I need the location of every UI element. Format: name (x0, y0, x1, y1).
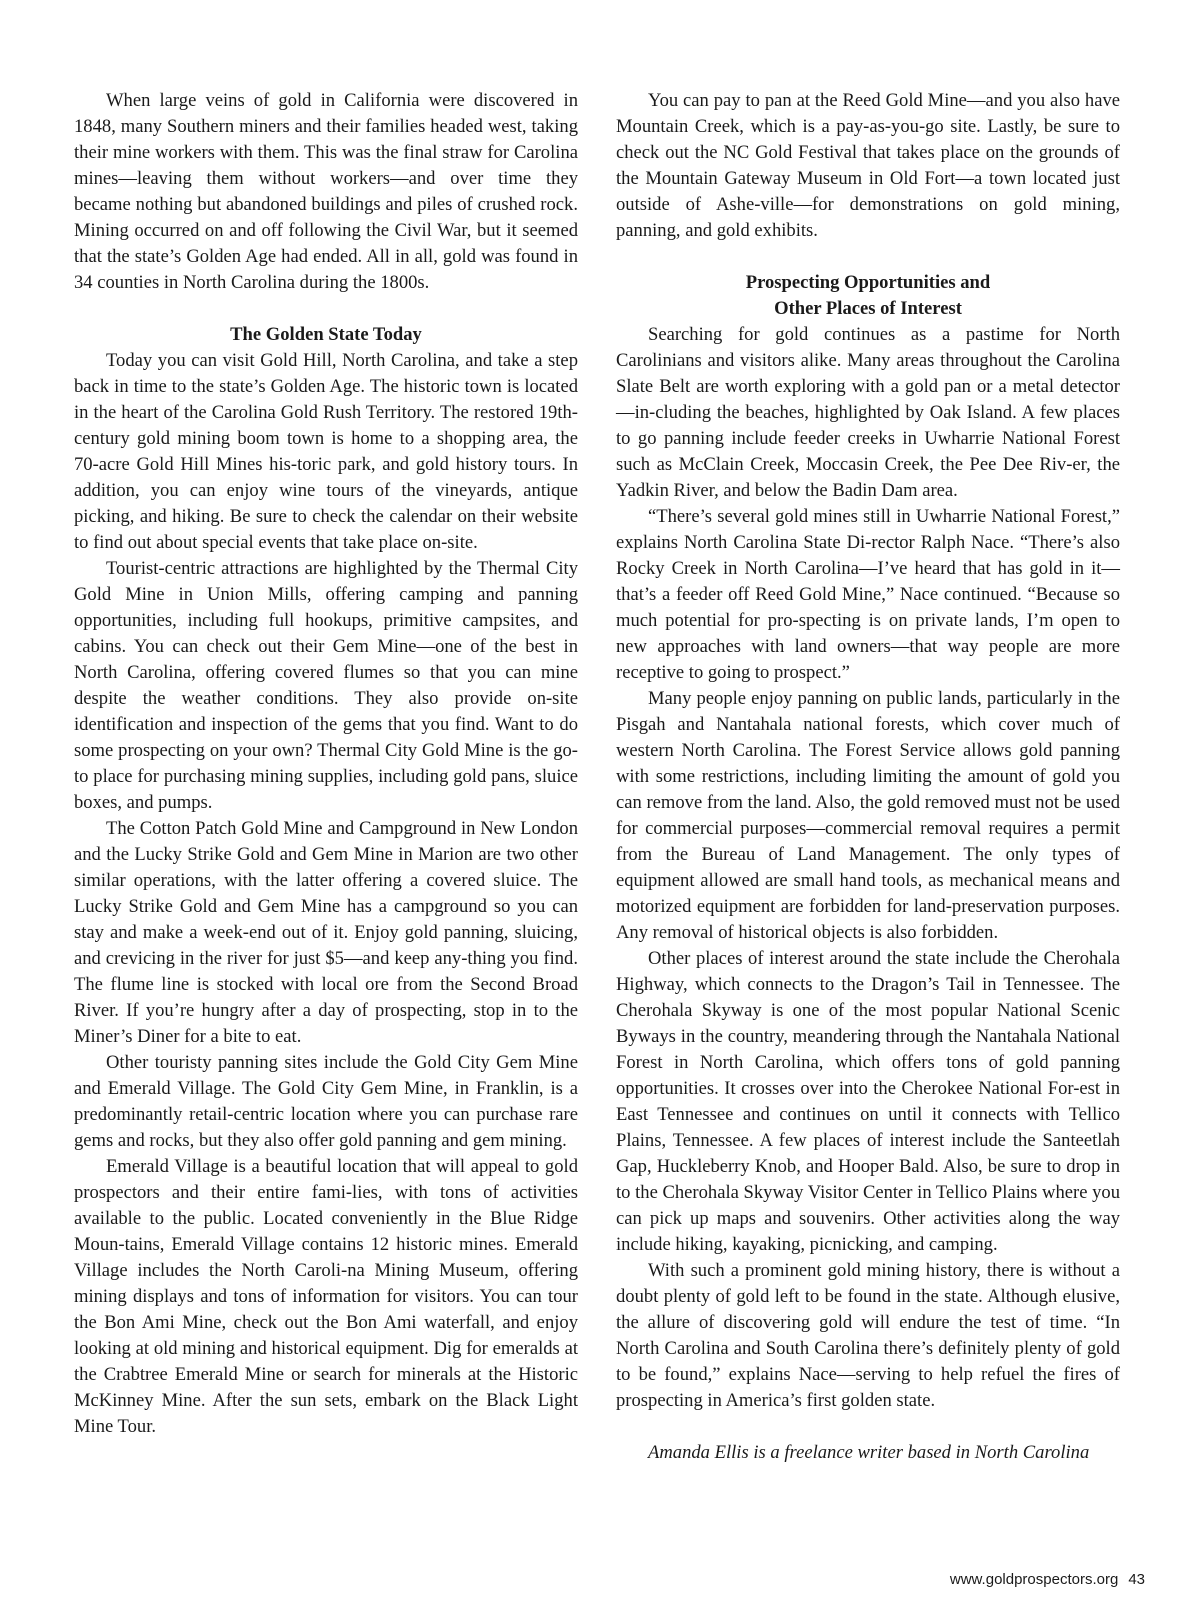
section-heading-golden-state-today: The Golden State Today (230, 324, 422, 345)
body-paragraph: Searching for gold continues as a pastime for North Carolinians and visitors alike. Many areas throughout the Carolina Slate Belt are worth exploring with a gold pan or a metal detector—in-cluding the beaches, highlighted by Oak Island. A few places to go panning include feeder creeks in Uwharrie National Forest such as McClain Creek, Moccasin Creek, the Pee Dee Riv-er, the Yadkin River, and below the Badin Dam area. (616, 324, 1120, 501)
footer-url[interactable]: www.goldprospectors.org (949, 1571, 1119, 1588)
body-paragraph: Today you can visit Gold Hill, North Carolina, and take a step back in time to the state’s Golden Age. The historic town is located in the heart of the Carolina Gold Rush Territory. The restored 19th-century gold mining boom town is home to a shopping area, the 70-acre Gold Hill Mines his-toric park, and gold history tours. In addition, you can enjoy wine tours of the vineyards, antique picking, and hiking. Be sure to check the calendar on their website to find out about special events that take place on-site. (74, 350, 578, 553)
body-paragraph: With such a prominent gold mining history, there is without a doubt plenty of gold left to be found in the state. Although elusive, the allure of discovering gold will endure the test of time. “In North Carolina and South Carolina there’s definitely plenty of gold to be found,” explains Nace—serving to help refuel the fires of prospecting in America’s first golden state. (616, 1260, 1120, 1411)
heading-line: Prospecting Opportunities and (745, 272, 991, 293)
right-column (616, 88, 1120, 1466)
page-number: 43 (1128, 1571, 1145, 1588)
body-paragraph: Emerald Village is a beautiful location that will appeal to gold prospectors and their entire fami-lies, with tons of activities available to the public. Located conveniently in the Blue Ridge Moun-tains, Emerald Village contains 12 historic mines. Emerald Village includes the North Caroli-na Mining Museum, offering mining displays and tons of information for visitors. You can tour the Bon Ami Mine, check out the Bon Ami waterfall, and enjoy looking at old mining and historical equipment. Dig for emeralds at the Crabtree Emerald Mine or search for minerals at the Historic McKinney Mine. After the sun sets, embark on the Black Light Mine Tour. (74, 1156, 578, 1437)
body-paragraph: Tourist-centric attractions are highlighted by the Thermal City Gold Mine in Union Mills, offering camping and panning opportunities, including full hookups, primitive campsites, and cabins. You can check out their Gem Mine—one of the best in North Carolina, offering covered flumes so that you can mine despite the weather conditions. They also provide on-site identification and inspection of the gems that you find. Want to do some prospecting on your own? Thermal City Gold Mine is the go-to place for purchasing mining supplies, including gold pans, sluice boxes, and pumps. (74, 558, 578, 813)
left-column (74, 88, 578, 1440)
body-paragraph: When large veins of gold in California were discovered in 1848, many Southern miners and their families headed west, taking their mine workers with them. This was the final straw for Carolina mines—leaving them without workers—and over time they became nothing but abandoned buildings and piles of crushed rock. Mining occurred on and off following the Civil War, but it seemed that the state’s Golden Age had ended. All in all, gold was found in 34 counties in North Carolina during the 1800s. (74, 90, 578, 293)
body-paragraph: Many people enjoy panning on public lands, particularly in the Pisgah and Nantahala national forests, which cover much of western North Carolina. The Forest Service allows gold panning with some restrictions, including limiting the amount of gold you can remove from the land. Also, the gold removed must not be used for commercial purposes—commercial removal requires a permit from the Bureau of Land Management. The only types of equipment allowed are small hand tools, as mechanical means and motorized equipment are forbidden for land-preservation purposes. Any removal of historical objects is also forbidden. (616, 688, 1120, 943)
body-paragraph: The Cotton Patch Gold Mine and Campground in New London and the Lucky Strike Gold and Gem Mine in Marion are two other similar operations, with the latter offering a covered sluice. The Lucky Strike Gold and Gem Mine has a campground so you can stay and make a week-end out of it. Enjoy gold panning, sluicing, and crevicing in the river for just $5—and keep any-thing you find. The flume line is stocked with local ore from the Second Broad River. If you’re hungry after a day of prospecting, stop in to the Miner’s Diner for a bite to eat. (74, 818, 578, 1047)
section-heading-prospecting-opportunities (616, 270, 1120, 322)
page-footer (950, 1571, 1145, 1588)
body-paragraph: You can pay to pan at the Reed Gold Mine—and you also have Mountain Creek, which is a pay-as-you-go site. Lastly, be sure to check out the NC Gold Festival that takes place on the grounds of the Mountain Gateway Museum in Old Fort—a town located just outside of Ashe-ville—for demonstrations on gold mining, panning, and gold exhibits. (616, 90, 1120, 241)
body-paragraph: Other touristy panning sites include the Gold City Gem Mine and Emerald Village. The Gold City Gem Mine, in Franklin, is a predominantly retail-centric location where you can purchase rare gems and rocks, but they also offer gold panning and gem mining. (74, 1052, 578, 1151)
author-byline: Amanda Ellis is a freelance writer based in North Carolina (648, 1442, 1090, 1463)
body-paragraph: “There’s several gold mines still in Uwharrie National Forest,” explains North Carolina State Di-rector Ralph Nace. “There’s also Rocky Creek in North Carolina—I’ve heard that has gold in it—that’s a feeder off Reed Gold Mine,” Nace continued. “Because so much potential for pro-specting is on private lands, I’m open to new approaches with land owners—that way people are more receptive to going to prospect.” (616, 506, 1120, 683)
heading-line: Other Places of Interest (774, 298, 962, 319)
body-paragraph: Other places of interest around the state include the Cherohala Highway, which connects to the Dragon’s Tail in Tennessee. The Cherohala Skyway is one of the most popular National Scenic Byways in the country, meandering through the Nantahala National Forest in North Carolina, which offers tons of gold panning opportunities. It crosses over into the Cherokee National For-est in East Tennessee and continues on until it connects with Tellico Plains, Tennessee. A few places of interest include the Santeetlah Gap, Huckleberry Knob, and Hooper Bald. Also, be sure to drop in to the Cherohala Skyway Visitor Center in Tellico Plains where you can pick up maps and souvenirs. Other activities along the way include hiking, kayaking, picnicking, and camping. (616, 948, 1121, 1255)
